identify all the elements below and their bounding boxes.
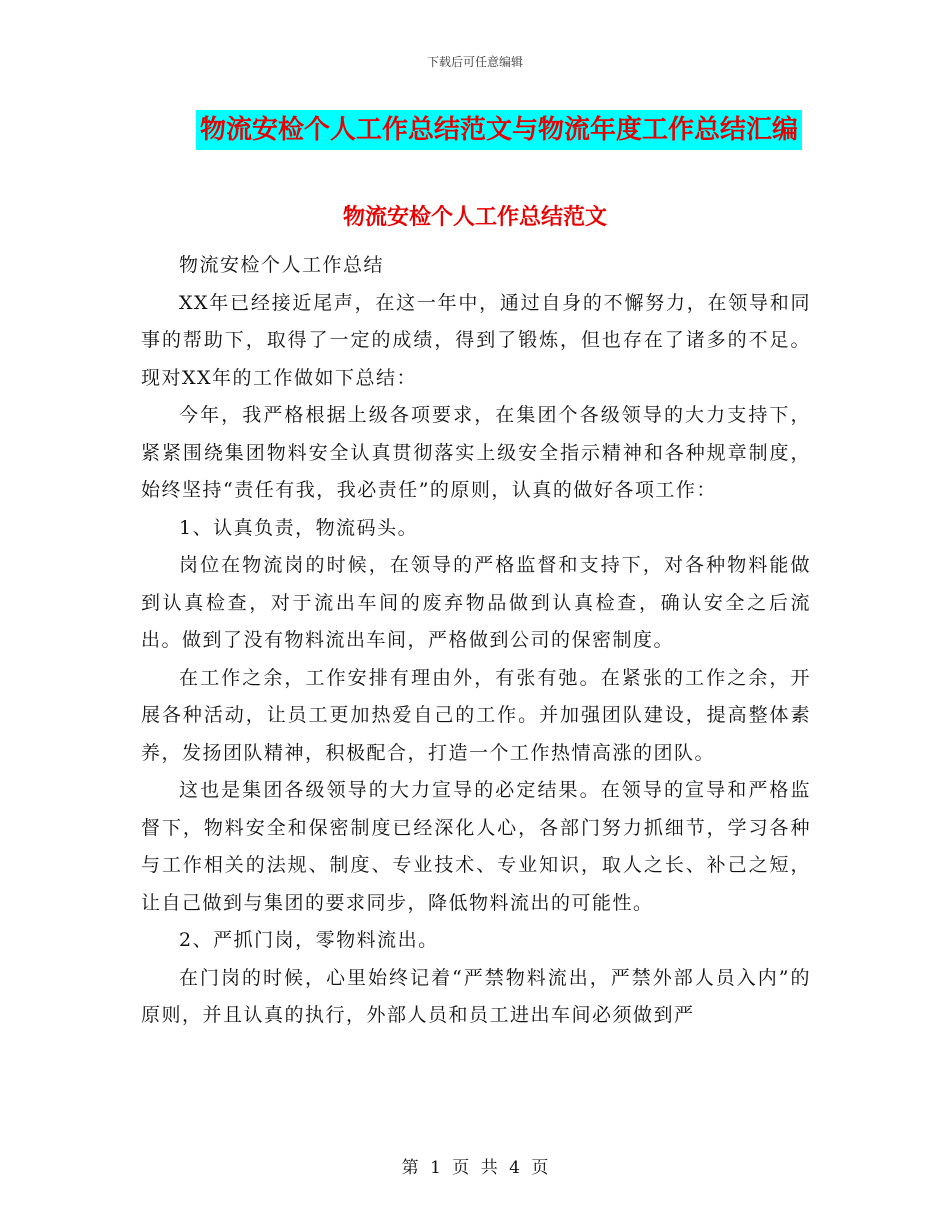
paragraph: 这也是集团各级领导的大力宣导的必定结果。在领导的宣导和严格监督下，物料安全和保密制度已经深化人心，各部门努力抓细节，学习各种与工作相关的法规、制度、专业技术、专业知识，取人之长、补己之短，让自己做到与集团的要求同步，降低物料流出的可能性。 xyxy=(141,779,811,914)
page-number-footer: 第 1 页 共 4 页 xyxy=(401,1158,549,1178)
paragraph: 在门岗的时候，心里始终记着“严禁物料流出，严禁外部人员入内”的原则，并且认真的执行，外部人员和员工进出车间必须做到严 xyxy=(141,966,811,1026)
main-title: 物流安检个人工作总结范文与物流年度工作总结汇编 xyxy=(196,110,802,150)
paragraph: XX年已经接近尾声，在这一年中，通过自身的不懈努力，在领导和同事的帮助下，取得了一定的成绩，得到了锻炼，但也存在了诸多的不足。现对XX年的工作做如下总结： xyxy=(141,291,811,389)
header-note: 下载后可任意编辑 xyxy=(426,55,523,69)
section-title: 物流安检个人工作总结范文 xyxy=(342,204,607,230)
main-title-container xyxy=(0,110,950,150)
document-body xyxy=(141,247,811,1035)
paragraph: 在工作之余，工作安排有理由外，有张有弛。在紧张的工作之余，开展各种活动，让员工更加热爱自己的工作。并加强团队建设，提高整体素养，发扬团队精神，积极配合，打造一个工作热情高涨的团队。 xyxy=(141,666,811,764)
list-heading: 1、认真负责，物流码头。 xyxy=(179,516,419,539)
list-heading: 2、严抓门岗，零物料流出。 xyxy=(179,929,439,951)
paragraph: 物流安检个人工作总结 xyxy=(179,254,385,276)
paragraph: 岗位在物流岗的时候，在领导的严格监督和支持下，对各种物料能做到认真检查，对于流出车间的废弃物品做到认真检查，确认安全之后流出。做到了没有物料流出车间，严格做到公司的保密制度。 xyxy=(141,554,811,651)
paragraph: 今年，我严格根据上级各项要求，在集团个各级领导的大力支持下，紧紧围绕集团物料安全认真贯彻落实上级安全指示精神和各种规章制度，始终坚持“责任有我，我必责任”的原则，认真的做好各项工作： xyxy=(141,404,811,501)
